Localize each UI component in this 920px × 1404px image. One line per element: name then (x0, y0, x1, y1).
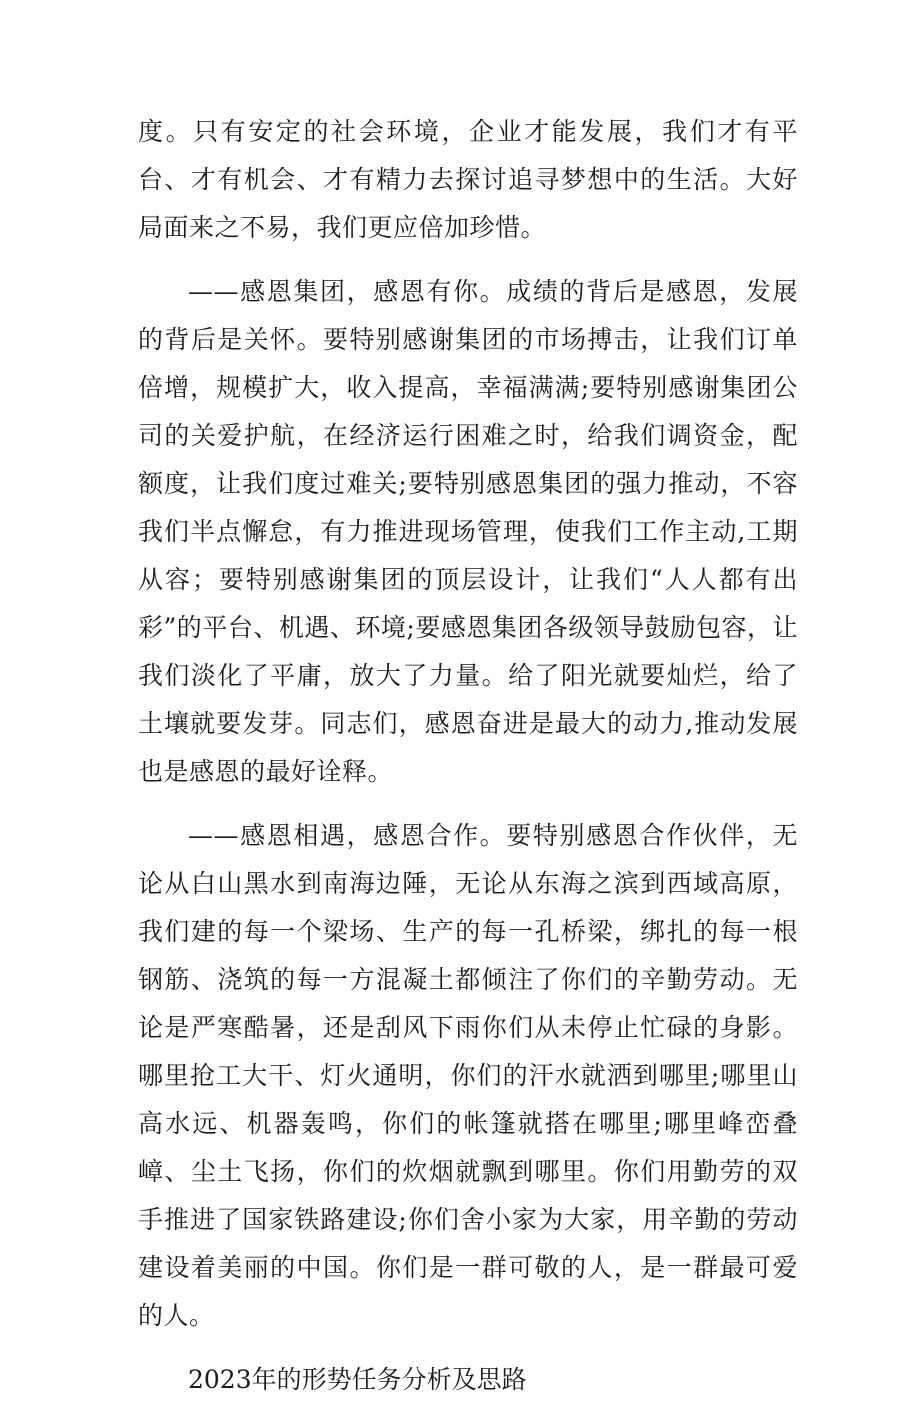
section-heading: 2023年的形势任务分析及思路 (188, 1365, 527, 1394)
document-page (138, 108, 798, 1404)
paragraph-continuation: 度。只有安定的社会环境，企业才能发展，我们才有平台、才有机会、才有精力去探讨追寻梦想中的生活。大好局面来之不易，我们更应倍加珍惜。 (138, 117, 798, 242)
paragraph-thanks-group: ——感恩集团，感恩有你。成绩的背后是感恩，发展的背后是关怀。要特别感谢集团的市场搏击，让我们订单倍增，规模扩大，收入提高，幸福满满;要特别感谢集团公司的关爱护航，在经济运行困难之时，给我们调资金，配额度，让我们度过难关;要特别感恩集团的强力推动，不容我们半点懈怠，有力推进现场管理，使我们工作主动,工期从容；要特别感谢集团的顶层设计，让我们“人人都有出彩”的平台、机遇、环境;要感恩集团各级领导鼓励包容，让我们淡化了平庸，放大了力量。给了阳光就要灿烂，给了土壤就要发芽。同志们，感恩奋进是最大的动力,推动发展也是感恩的最好诠释。 (138, 277, 798, 786)
paragraph-thanks-partners: ——感恩相遇，感恩合作。要特别感恩合作伙伴，无论从白山黑水到南海边陲，无论从东海之滨到西域高原，我们建的每一个梁场、生产的每一孔桥梁，绑扎的每一根钢筋、浇筑的每一方混凝土都倾注了你们的辛勤劳动。无论是严寒酷暑，还是刮风下雨你们从未停止忙碌的身影。哪里抢工大干、灯火通明，你们的汗水就洒到哪里;哪里山高水远、机器轰鸣，你们的帐篷就搭在哪里;哪里峰峦叠嶂、尘土飞扬，你们的炊烟就飘到哪里。你们用勤劳的双手推进了国家铁路建设;你们舍小家为大家，用辛勤的劳动建设着美丽的中国。你们是一群可敬的人，是一群最可爱的人。 (138, 821, 798, 1330)
